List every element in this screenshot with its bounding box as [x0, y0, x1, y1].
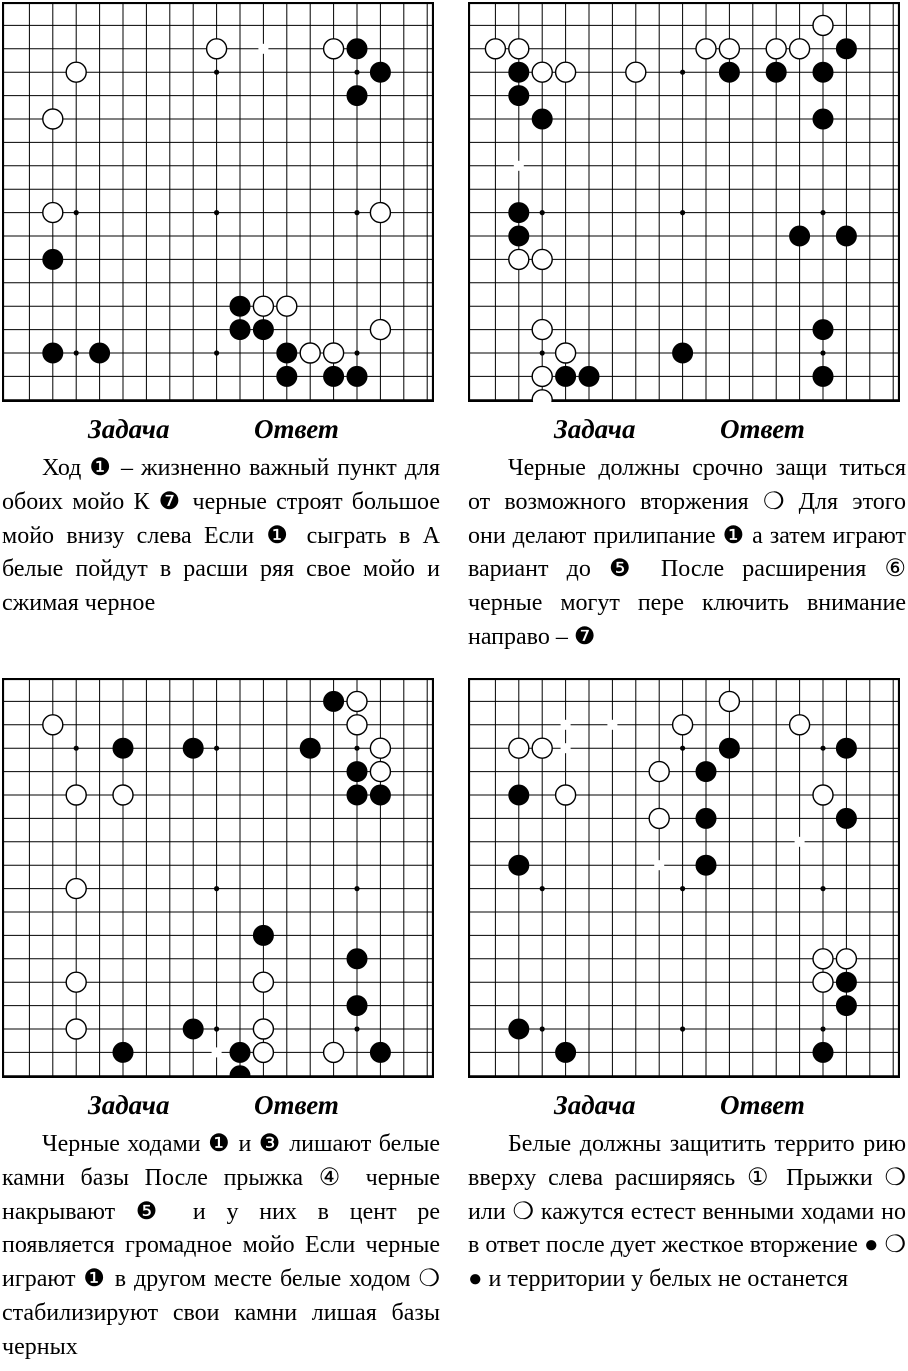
hoshi-point	[214, 210, 219, 215]
white-stone	[324, 343, 344, 363]
white-stone	[790, 715, 810, 735]
white-stone	[766, 39, 786, 59]
white-stone	[207, 39, 227, 59]
black-stone	[253, 925, 273, 945]
hoshi-point	[680, 210, 685, 215]
problem-headings	[0, 1090, 440, 1130]
black-stone	[836, 226, 856, 246]
black-stone	[370, 1042, 390, 1062]
white-stone	[370, 738, 390, 758]
black-stone	[370, 62, 390, 82]
white-stone	[532, 366, 552, 386]
black-stone	[347, 949, 367, 969]
black-stone	[509, 1019, 529, 1039]
problem-heading: Задача	[554, 414, 636, 444]
board-frame	[469, 679, 899, 1077]
white-stone	[532, 62, 552, 82]
hoshi-point	[680, 886, 685, 891]
white-stone	[556, 785, 576, 805]
white-stone	[324, 39, 344, 59]
go-board	[2, 678, 434, 1078]
white-stone	[66, 879, 86, 899]
empty-point-mark	[212, 1047, 222, 1057]
problem-headings	[466, 1090, 906, 1130]
black-stone	[43, 249, 63, 269]
board-frame	[3, 3, 433, 401]
black-stone	[556, 366, 576, 386]
black-stone	[113, 1042, 133, 1062]
hoshi-point	[540, 350, 545, 355]
black-stone	[813, 109, 833, 129]
black-stone	[696, 855, 716, 875]
black-stone	[230, 1042, 250, 1062]
hoshi-point	[214, 70, 219, 75]
black-stone	[719, 62, 739, 82]
black-stone	[230, 296, 250, 316]
black-stone	[532, 109, 552, 129]
black-stone	[696, 808, 716, 828]
white-stone	[556, 343, 576, 363]
problem-headings	[0, 414, 440, 454]
white-stone	[509, 249, 529, 269]
problem-heading: Задача	[88, 1090, 170, 1120]
answer-heading: Ответ	[254, 1090, 339, 1120]
white-stone	[113, 785, 133, 805]
white-stone	[626, 62, 646, 82]
white-stone	[66, 972, 86, 992]
go-board	[468, 678, 900, 1078]
black-stone	[324, 366, 344, 386]
black-stone	[509, 62, 529, 82]
white-stone	[277, 296, 297, 316]
white-stone	[813, 15, 833, 35]
problem-commentary: Ход ❶ – жизненно важный пункт для обоих мойо К ❼ черные строят большое мойо внизу слева Если ❶ сыграть в A белые пойдут в расши ряя свое мойо и сжимая черное	[2, 455, 440, 617]
black-stone	[813, 1042, 833, 1062]
white-stone	[836, 949, 856, 969]
hoshi-point	[74, 350, 79, 355]
white-stone	[66, 785, 86, 805]
black-stone	[347, 785, 367, 805]
problem-heading: Задача	[88, 414, 170, 444]
empty-point-mark	[561, 743, 571, 753]
black-stone	[253, 320, 273, 340]
hoshi-point	[540, 210, 545, 215]
black-stone	[556, 1042, 576, 1062]
go-board	[2, 2, 434, 402]
white-stone	[370, 320, 390, 340]
black-stone	[183, 1019, 203, 1039]
white-stone	[485, 39, 505, 59]
problem-commentary: Черные ходами ❶ и ❸ лишают белые камни базы После прыжка ④ черные накрывают ❺ и у них в цент ре появляется громадное мойо Если черные играют ❶ в другом месте белые ходом ❍ стабилизируют свои камни лишая базы черных	[2, 1131, 440, 1360]
white-stone	[370, 762, 390, 782]
black-stone	[509, 203, 529, 223]
problem-commentary: Белые должны защитить террито рию вверху слева расширяясь ① Прыжки ❍ или ❍ кажутся естест венными ходами но в ответ после дует жесткое вторжение ● ❍ ● и территории у белых не останется	[468, 1131, 906, 1293]
empty-point-mark	[561, 720, 571, 730]
hoshi-point	[820, 886, 825, 891]
empty-point-mark	[654, 860, 664, 870]
white-stone	[253, 1019, 273, 1039]
hoshi-point	[540, 1026, 545, 1031]
hoshi-point	[354, 210, 359, 215]
black-stone	[790, 226, 810, 246]
hoshi-point	[354, 1026, 359, 1031]
black-stone	[324, 691, 344, 711]
white-stone	[347, 715, 367, 735]
white-stone	[347, 691, 367, 711]
black-stone	[579, 366, 599, 386]
white-stone	[66, 62, 86, 82]
white-stone	[556, 62, 576, 82]
white-stone	[509, 39, 529, 59]
black-stone	[277, 343, 297, 363]
black-stone	[183, 738, 203, 758]
black-stone	[813, 366, 833, 386]
white-stone	[813, 972, 833, 992]
white-stone	[532, 320, 552, 340]
problem-heading: Задача	[554, 1090, 636, 1120]
white-stone	[649, 808, 669, 828]
black-stone	[813, 62, 833, 82]
black-stone	[766, 62, 786, 82]
hoshi-point	[680, 70, 685, 75]
hoshi-point	[680, 746, 685, 751]
hoshi-point	[354, 70, 359, 75]
white-stone	[532, 738, 552, 758]
hoshi-point	[214, 1026, 219, 1031]
black-stone	[43, 343, 63, 363]
black-stone	[300, 738, 320, 758]
black-stone	[836, 996, 856, 1016]
black-stone	[230, 320, 250, 340]
black-stone	[696, 762, 716, 782]
black-stone	[347, 366, 367, 386]
white-stone	[649, 762, 669, 782]
hoshi-point	[354, 746, 359, 751]
black-stone	[836, 39, 856, 59]
white-stone	[66, 1019, 86, 1039]
hoshi-point	[214, 746, 219, 751]
white-stone	[253, 296, 273, 316]
empty-point-mark	[514, 161, 524, 171]
black-stone	[347, 86, 367, 106]
board-diagram	[468, 2, 900, 402]
hoshi-point	[820, 350, 825, 355]
black-stone	[370, 785, 390, 805]
black-stone	[277, 366, 297, 386]
black-stone	[347, 996, 367, 1016]
white-stone	[509, 738, 529, 758]
empty-point-mark	[795, 837, 805, 847]
white-stone	[790, 39, 810, 59]
hoshi-point	[214, 350, 219, 355]
white-stone	[300, 343, 320, 363]
black-stone	[673, 343, 693, 363]
hoshi-point	[74, 746, 79, 751]
answer-heading: Ответ	[720, 1090, 805, 1120]
white-stone	[673, 715, 693, 735]
hoshi-point	[354, 886, 359, 891]
white-stone	[719, 39, 739, 59]
white-stone	[43, 203, 63, 223]
black-stone	[719, 738, 739, 758]
board-diagram	[2, 678, 434, 1078]
hoshi-point	[820, 746, 825, 751]
white-stone	[719, 691, 739, 711]
white-stone	[43, 109, 63, 129]
board-frame	[469, 3, 899, 401]
black-stone	[347, 762, 367, 782]
go-board	[468, 2, 900, 402]
white-stone	[532, 249, 552, 269]
black-stone	[347, 39, 367, 59]
white-stone	[813, 785, 833, 805]
white-stone	[813, 949, 833, 969]
board-frame	[3, 679, 433, 1077]
empty-point-mark	[258, 44, 268, 54]
white-stone	[253, 972, 273, 992]
hoshi-point	[680, 1026, 685, 1031]
hoshi-point	[540, 886, 545, 891]
answer-heading: Ответ	[254, 414, 339, 444]
white-stone	[696, 39, 716, 59]
problem-commentary: Черные должны срочно защи титься от возможного вторжения ❍ Для этого они делают прилипание ❶ а затем играют вариант до ❺ После расширения ⑥ черные могут пере ключить внимание направо – ❼	[468, 455, 906, 650]
hoshi-point	[820, 1026, 825, 1031]
black-stone	[509, 226, 529, 246]
black-stone	[836, 972, 856, 992]
hoshi-point	[214, 886, 219, 891]
empty-point-mark	[607, 720, 617, 730]
board-diagram	[2, 2, 434, 402]
hoshi-point	[74, 210, 79, 215]
black-stone	[90, 343, 110, 363]
white-stone	[253, 1042, 273, 1062]
black-stone	[113, 738, 133, 758]
black-stone	[836, 738, 856, 758]
hoshi-point	[820, 210, 825, 215]
black-stone	[509, 785, 529, 805]
hoshi-point	[354, 350, 359, 355]
black-stone	[509, 855, 529, 875]
white-stone	[43, 715, 63, 735]
black-stone	[813, 320, 833, 340]
problem-headings	[466, 414, 906, 454]
black-stone	[836, 808, 856, 828]
white-stone	[324, 1042, 344, 1062]
board-diagram	[468, 678, 900, 1078]
answer-heading: Ответ	[720, 414, 805, 444]
black-stone	[509, 86, 529, 106]
white-stone	[370, 203, 390, 223]
